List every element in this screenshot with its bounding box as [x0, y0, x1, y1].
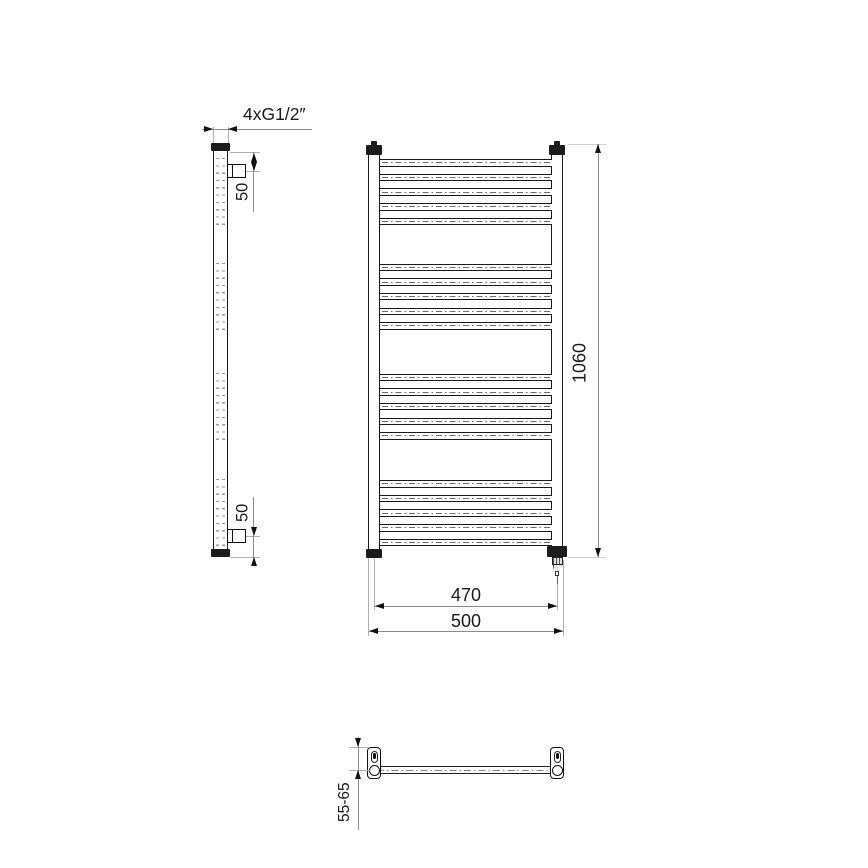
thread-arrow-left — [204, 126, 213, 132]
rung-tube — [380, 432, 552, 440]
rung-tube — [380, 539, 552, 547]
dim470-arrow-left — [375, 603, 384, 609]
rung-centerline — [382, 527, 550, 528]
rung-tube — [380, 403, 552, 411]
rung-tube — [380, 322, 552, 330]
rung-tube — [380, 293, 552, 301]
dim470-arrow-right — [548, 603, 557, 609]
heating-element-tip — [555, 571, 559, 576]
rung-tube — [380, 418, 552, 426]
rung-centerline — [382, 435, 550, 436]
rung-tube — [380, 278, 552, 286]
dim500-arrow-left — [369, 628, 378, 634]
rung-centerline — [382, 421, 550, 422]
rung-centerline — [382, 542, 550, 543]
rung-tube — [380, 159, 552, 167]
dim500-label: 500 — [450, 611, 482, 631]
thread-label: 4xG1/2″ — [243, 104, 306, 124]
side-hidden-lines-band — [216, 158, 225, 226]
left-bracket-screw — [373, 753, 377, 759]
dim5565-arrow-down — [355, 738, 361, 747]
rung-centerline — [382, 192, 550, 193]
dim5565-line — [358, 737, 359, 830]
dim500-ext-right — [563, 560, 564, 636]
dim50top-arrow-up — [251, 153, 257, 162]
rung-tube — [380, 264, 552, 272]
rung-tube — [380, 203, 552, 211]
side-view-top-cap — [211, 143, 230, 151]
dim50top-label: 50 — [233, 182, 252, 202]
rung-centerline — [382, 392, 550, 393]
rung-centerline — [382, 296, 550, 297]
dim500-ext-left — [368, 558, 369, 636]
rung-tube — [380, 218, 552, 226]
right-bracket-screw — [556, 753, 560, 759]
heating-element-body — [552, 557, 563, 565]
dim50top-arrow-down — [251, 162, 257, 171]
rung-centerline — [382, 206, 550, 207]
front-view-left-collector — [368, 151, 380, 551]
rung-centerline — [382, 177, 550, 178]
dim500-arrow-right — [554, 628, 563, 634]
dim470-label: 470 — [450, 585, 482, 605]
side-hidden-lines-band — [216, 263, 225, 331]
rung-centerline — [382, 483, 550, 484]
thread-dim-line — [202, 129, 312, 130]
front-bottom-left-cap — [366, 549, 382, 558]
dim5565-label: 55-65 — [336, 782, 353, 822]
rung-centerline — [382, 267, 550, 268]
side-hidden-lines-band — [216, 479, 225, 547]
rung-centerline — [382, 221, 550, 222]
rung-tube — [380, 308, 552, 316]
rung-tube — [380, 374, 552, 382]
dim1060-arrow-up — [595, 144, 601, 153]
rung-tube — [380, 174, 552, 182]
dim5565-arrow-up — [355, 770, 361, 779]
rung-tube — [380, 188, 552, 196]
dim1060-line — [598, 144, 599, 557]
rung-tube — [380, 509, 552, 517]
thread-arrow-right — [228, 126, 237, 132]
rung-centerline — [382, 282, 550, 283]
front-bottom-right-cap — [547, 546, 567, 557]
rung-centerline — [382, 162, 550, 163]
rung-centerline — [382, 377, 550, 378]
rung-centerline — [382, 325, 550, 326]
rung-centerline — [382, 311, 550, 312]
dim1060-arrow-down — [595, 548, 601, 557]
rung-tube — [380, 524, 552, 532]
rung-tube — [380, 388, 552, 396]
rung-tube — [380, 495, 552, 503]
dim50bot-label: 50 — [233, 503, 252, 523]
rung-centerline — [382, 513, 550, 514]
rung-centerline — [382, 406, 550, 407]
side-view-bottom-cap — [211, 549, 230, 557]
front-top-left-cap — [366, 145, 382, 155]
dim50bot-arrow-up — [251, 557, 257, 566]
topview-centerline — [377, 770, 555, 771]
rung-centerline — [382, 498, 550, 499]
dim1060-label: 1060 — [569, 342, 590, 383]
rung-tube — [380, 480, 552, 488]
right-bracket-collar — [552, 765, 563, 776]
front-view-right-collector — [551, 151, 563, 551]
side-view-bottom-connector — [227, 529, 246, 543]
connector-flange — [232, 530, 233, 542]
side-hidden-lines-band — [216, 373, 225, 441]
front-top-right-cap — [549, 145, 565, 155]
